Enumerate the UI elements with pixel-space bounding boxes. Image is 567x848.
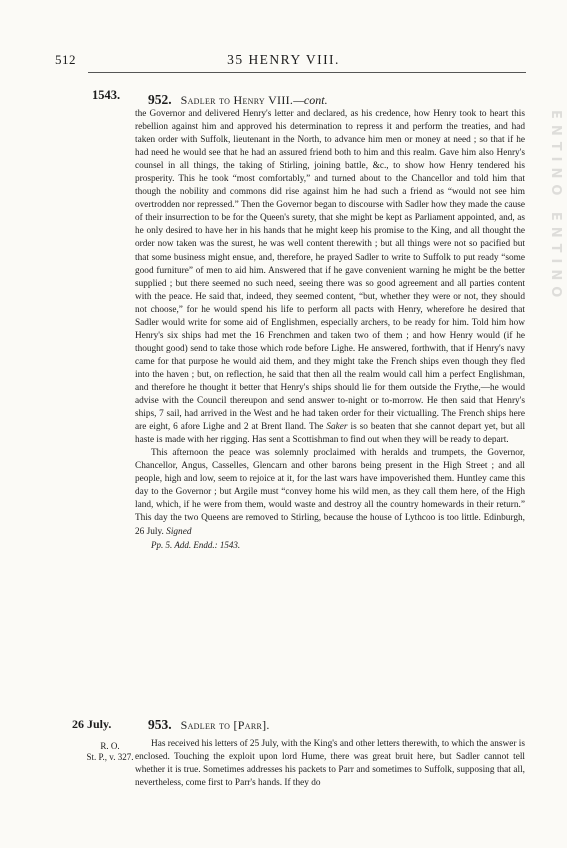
signed-note: Signed [166, 526, 192, 537]
entry-953-source-1: R. O. [100, 741, 120, 751]
entry-953-title: Sadler to [Parr]. [180, 718, 270, 732]
entry-952-number: 952. [148, 92, 172, 107]
running-title: 35 HENRY VIII. [227, 52, 340, 67]
entry-952-cont: —cont. [293, 93, 328, 107]
entry-953-paragraph-1: Has received his letters of 25 July, with the King's and other letters therewith, to which the answer is enclosed. Touching the exploit upon lord Hume, there was great bruit here, but Sadler cannot tell whether it is true. Sometimes addresses his packets to Parr and sometimes to Suffolk, supposing that all, nevertheless, come first to Parr's hands. If they do [135, 739, 525, 789]
entry-953-body [135, 738, 525, 790]
entry-952-refs: Pp. 5. Add. Endd.: 1543. [151, 539, 241, 550]
entry-953-number: 953. [148, 717, 172, 732]
watermark-stamp: ENTINO ENTINO [548, 110, 563, 304]
entry-952-paragraph-2: This afternoon the peace was solemnly proclaimed with heralds and trumpets, the Governor, Chancellor, Angus, Casselles, Glencarn and other barons being present in the High Street ; and all people, high and low, seem to rejoice at it, for the last wars have impoverished them. Huntley came this day to the Governor ; but Argile must “convey home his wild men, as they call them here, of the High land, which, if he were from them, would waste and destroy all the country homewards in their return.” This day the two Queens are removed to Stirling, because the house of Lythcoo is too little. Edinburgh, 26 July. Signed [135, 448, 525, 537]
entry-952-body [135, 108, 525, 551]
entry-952-title: Sadler to Henry VIII. [180, 93, 294, 107]
entry-953-date: 26 July. [72, 717, 112, 731]
entry-952-paragraph-1: the Governor and delivered Henry's letter and declared, as his credence, how Henry took to heart this rebellion against him and approved his determination to repress it and perform the treaties, and had taken order with Suffolk, lieutenant in the North, to advance him men or money at need ; so that if he had need he would see that he had an assured friend both to him and this realm. Gave him also Henry's counsel in all things, the taking of Stirling, joining battle, &c., to show how Henry tendered his prosperity. This he took “most comfortably,” and turned about to the Chancellor and told him that though the nobility and commons did rise against him he had such a friend as “would not see him overtrodden nor repressed.” Then the Governor began to discourse with Sadler how they made the cause of their insurrection to be for the Queen's surety, that she might be kept as Parliament appointed, and, as he only desired to have her in his hands that he might keep his promise to the King, and all thought the order now taken was the surest, he was well content therewith ; but all things were not so pacified but that some business might ensue, and, therefore, he prayed Sadler to write to Suffolk to put ready “some good furniture” of men to aid him. Answered that if he gave convenient warning he might be the better supplied ; but there seemed no such need, seeing there was so good agreement and all parties content with the peace. He said that, indeed, they seemed content, “but, whether they were or not, they should not choose,” for he would spend his life to perform all pacts with Henry, wherefore he desired that Sadler would write for some aid of Englishmen, especially archers, to be ready for him. Told him how Henry's six ships had met the 16 Frenchmen and taken two of them ; and how Henry would (if he thought good) send to take those which rode before Lighe. He answered, forthwith, that if Henry's navy came for that purpose he would aid them, and they might take the French ships even though they fled into the haven ; but, on reflection, he said that then all the realm would call him a perfect Englishman, and therefore he thought it better that Henry's ships should lie for them outside the Frythe,—he would advise with the Council thereupon and send answer to-night or to-morrow. He then said that Henry's ships, 7 sail, had arrived in the West and he had taken order for their victualling. The French ships here are eight, 6 afore Lighe and 2 at Brent Iland. The Saker is so beaten that she cannot depart yet, but all haste is made with her rigging. Has sent a Scottishman to find out when they will be ready to depart. [135, 109, 526, 446]
page-number: 512 [55, 52, 76, 67]
year-margin: 1543. [92, 88, 121, 102]
entry-953-heading [148, 717, 270, 733]
entry-953-source-2: St. P., v. 327. [86, 752, 134, 762]
ship-name: Saker [326, 422, 348, 433]
entry-952-heading [148, 92, 328, 108]
header-rule [88, 72, 526, 73]
